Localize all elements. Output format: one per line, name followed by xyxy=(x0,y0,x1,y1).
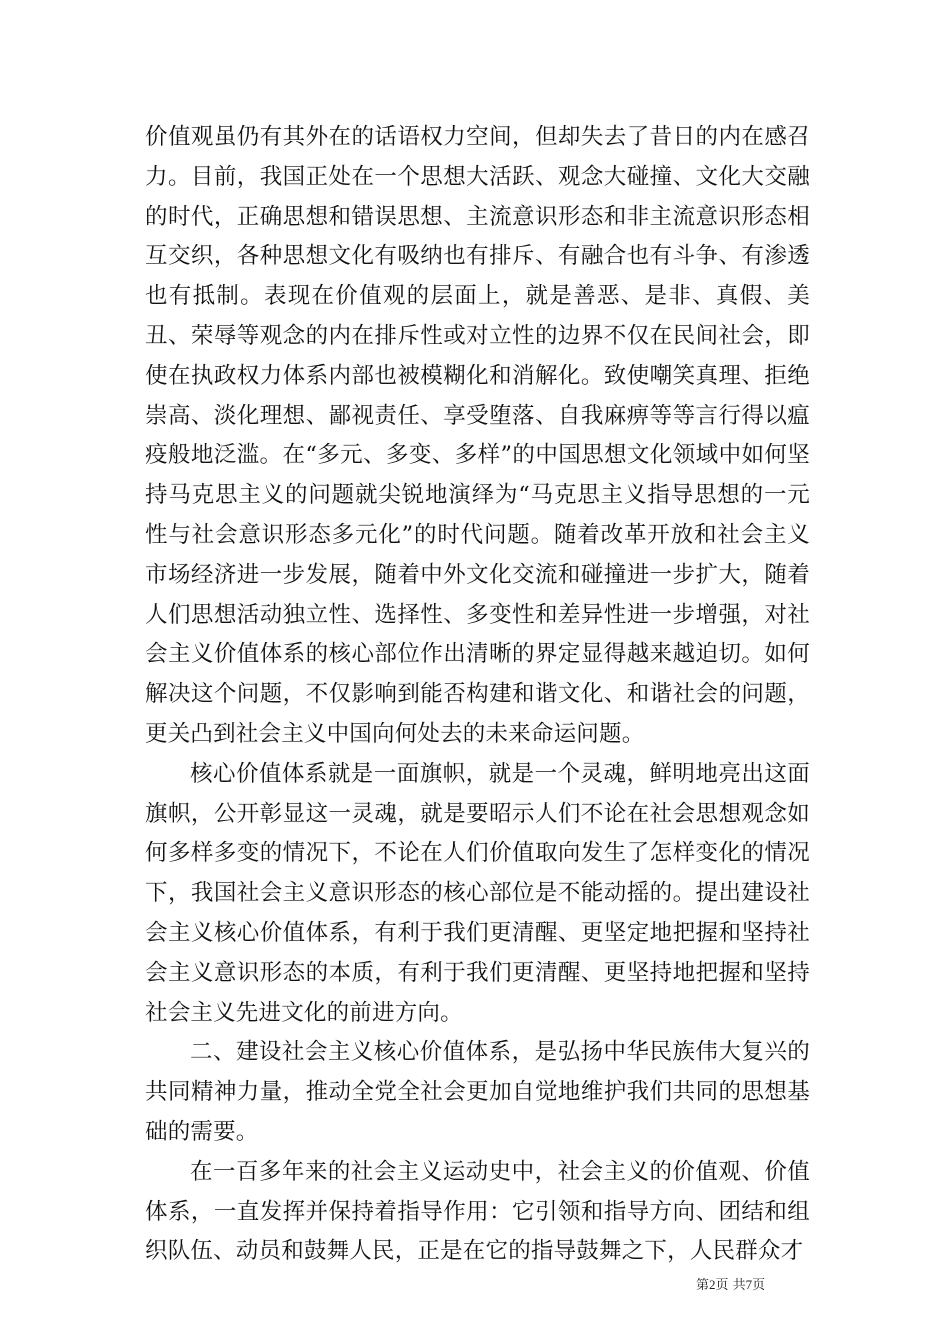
paragraph-core-value-flag: 核心价值体系就是一面旗帜，就是一个灵魂，鲜明地亮出这面旗帜，公开彰显这一灵魂，就是要昭示人们不论在社会思想观念如何多样多变的情况下，不论在人们价值取向发生了怎样变化的情况下，我国社会主义意识形态的核心部位是不能动摇的。提出建设社会主义核心价值体系，有利于我们更清醒、更坚定地把握和坚持社会主义意识形态的本质，有利于我们更清醒、更坚持地把握和坚持社会主义先进文化的前进方向。 xyxy=(145,760,810,1026)
document-body xyxy=(145,118,810,1272)
page-number-footer xyxy=(696,1274,765,1293)
paragraph-socialist-history: 在一百多年来的社会主义运动史中，社会主义的价值观、价值体系，一直发挥并保持着指导作用：它引领和指导方向、团结和组织队伍、动员和鼓舞人民，正是在它的指导鼓舞之下，人民群众才 xyxy=(145,1158,810,1265)
paragraph-continued: 价值观虽仍有其外在的话语权力空间，但却失去了昔日的内在感召力。目前，我国正处在一个思想大活跃、观念大碰撞、文化大交融的时代，正确思想和错误思想、主流意识形态和非主流意识形态相互交织，各种思想文化有吸纳也有排斥、有融合也有斗争、有渗透也有抵制。表现在价值观的层面上，就是善恶、是非、真假、美丑、荣辱等观念的内在排斥性或对立性的边界不仅在民间社会，即使在执政权力体系内部也被模糊化和消解化。致使嘲笑真理、拒绝崇高、淡化理想、鄙视责任、享受堕落、自我麻痹等等言行得以瘟疫般地泛滥。在“多元、多变、多样”的中国思想文化领域中如何坚持马克思主义的问题就尖锐地演绎为“马克思主义指导思想的一元性与社会意识形态多元化”的时代问题。随着改革开放和社会主义市场经济进一步发展，随着中外文化交流和碰撞进一步扩大，随着人们思想活动独立性、选择性、多变性和差异性进一步增强，对社会主义价值体系的核心部位作出清晰的界定显得越来越迫切。如何解决这个问题，不仅影响到能否构建和谐文化、和谐社会的问题，更关凸到社会主义中国向何处去的未来命运问题。 xyxy=(145,124,810,747)
footer-prefix: 第 xyxy=(696,1278,710,1293)
total-pages-number: 7 xyxy=(745,1277,753,1292)
current-page-number: 2 xyxy=(709,1277,716,1292)
footer-middle: 页 共 xyxy=(715,1278,746,1293)
paragraph-section-two-heading: 二、建设社会主义核心价值体系，是弘扬中华民族伟大复兴的共同精神力量，推动全党全社会更加自觉地维护我们共同的思想基础的需要。 xyxy=(145,1039,810,1145)
footer-suffix: 页 xyxy=(752,1278,766,1293)
